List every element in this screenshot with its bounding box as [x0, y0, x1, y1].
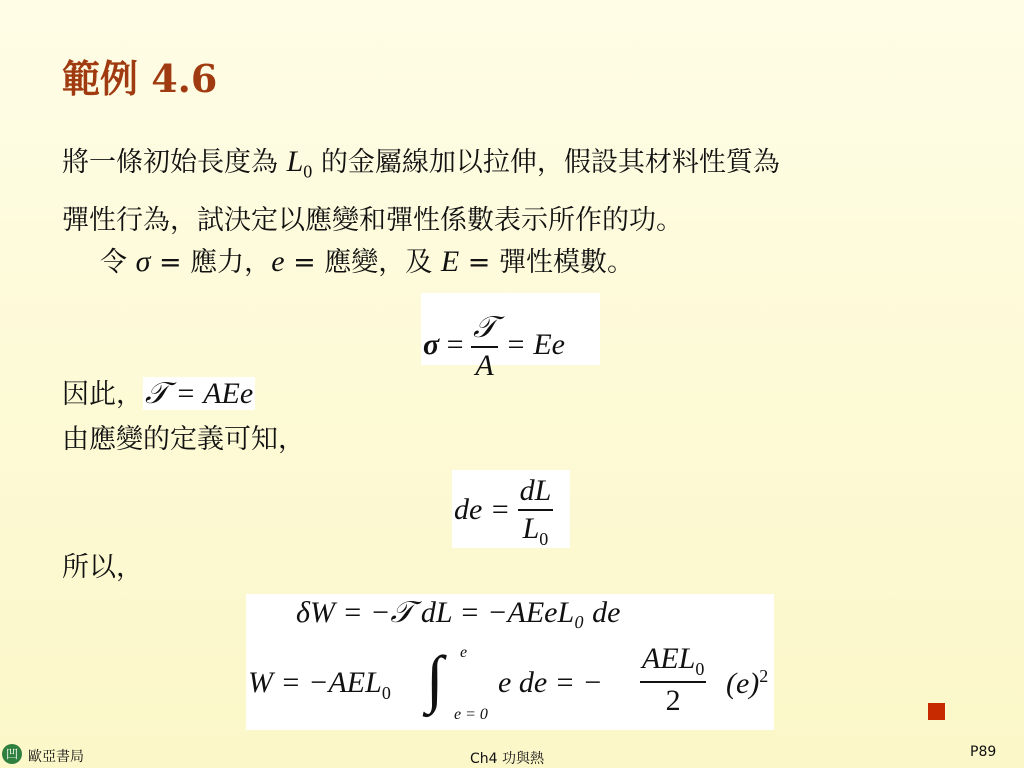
force-expression: 𝒯 = AEe — [145, 377, 254, 410]
end-of-example-marker — [928, 703, 945, 720]
work-integral: $W = -AEL_0$ ∫ e e = 0 e de = − $AEL_0$ 2 $(e)^2$ — [248, 642, 769, 723]
problem-line-1: 將一條初始長度為 $L_0$ 的金屬線加以拉伸，假設其材料性質為 — [62, 145, 780, 182]
definitions-line: 令 σ = 應力，e = 應變，及 E = 彈性模數。 — [100, 245, 635, 278]
chapter-label: Ch4 功與熱 — [470, 751, 545, 767]
work-differential: δW = −𝒯 dL = −AEeL₀ de — [296, 596, 621, 629]
therefore-line: 因此，𝒯 = AEe — [62, 377, 254, 410]
problem-line-2: 彈性行為，試決定以應變和彈性係數表示所作的功。 — [62, 205, 683, 237]
page-number: P89 — [970, 744, 997, 760]
equation-work — [246, 594, 774, 730]
slide-title: 範例 4.6 — [62, 56, 218, 101]
so-line: 所以， — [62, 552, 143, 583]
publisher-logo-icon: 凹 — [2, 744, 22, 764]
problem-statement — [62, 140, 780, 243]
publisher-name: 歐亞書局 — [28, 749, 84, 765]
strain-definition-text: 由應變的定義可知， — [62, 424, 305, 455]
equation-strain: de = $\frac{dL}{L_0}$ — [452, 470, 570, 548]
equation-stress: σ = $\frac{\text{𝒯}}{A}$ = Ee — [421, 293, 600, 365]
integral-sign: ∫ — [426, 643, 444, 714]
